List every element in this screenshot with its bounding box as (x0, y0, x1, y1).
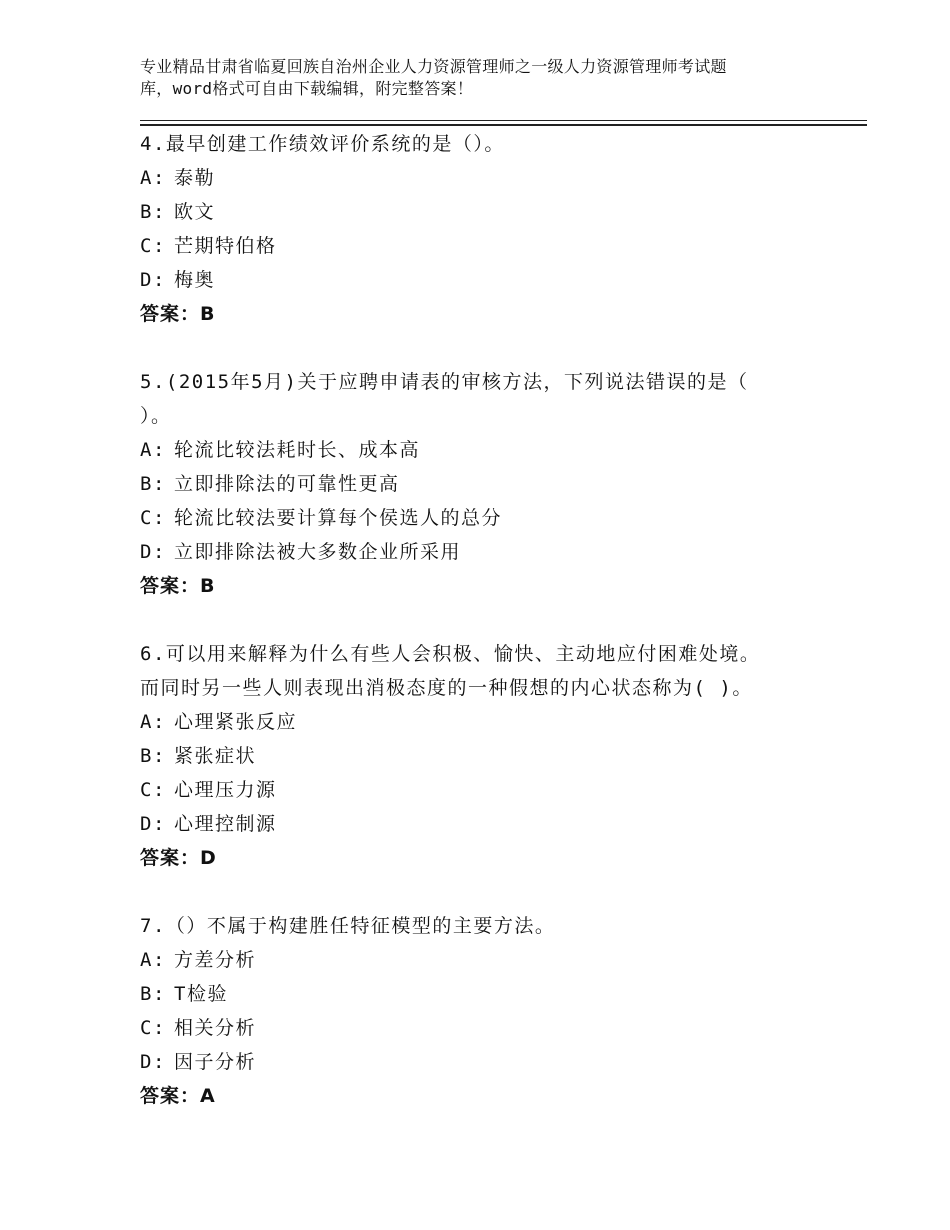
option-key: A: (140, 167, 166, 189)
option-a (140, 943, 860, 977)
question-item (140, 365, 860, 603)
header-title-line-1: 专业精品甘肃省临夏回族自治州企业人力资源管理师之一级人力资源管理师考试题 (140, 57, 727, 76)
question-item (140, 909, 860, 1113)
answer-label: 答案：B (140, 303, 216, 325)
question-item (140, 127, 860, 331)
option-b (140, 739, 860, 773)
answer-label: 答案：A (140, 1085, 216, 1107)
option-text: 轮流比较法耗时长、成本高 (174, 439, 421, 461)
option-text: 立即排除法的可靠性更高 (174, 473, 400, 495)
option-key: C: (140, 779, 166, 801)
option-b (140, 467, 860, 501)
option-text: 芒期特伯格 (174, 235, 277, 257)
answer-label: 答案：B (140, 575, 216, 597)
question-stem: 6.可以用来解释为什么有些人会积极、愉快、主动地应付困难处境。 (140, 643, 761, 665)
option-key: D: (140, 1051, 166, 1073)
header-divider-thin (140, 120, 867, 121)
option-text: 紧张症状 (174, 745, 257, 767)
option-text: 心理控制源 (174, 813, 277, 835)
question-stem-continued: 而同时另一些人则表现出消极态度的一种假想的内心状态称为( )。 (140, 677, 753, 699)
option-text: 相关分析 (174, 1017, 257, 1039)
option-key: D: (140, 813, 166, 835)
option-text: T检验 (174, 983, 228, 1005)
option-key: D: (140, 541, 166, 563)
option-d (140, 807, 860, 841)
question-item (140, 637, 860, 875)
option-key: A: (140, 711, 166, 733)
option-text: 欧文 (174, 201, 216, 223)
question-stem: 7.（）不属于构建胜任特征模型的主要方法。 (140, 915, 556, 937)
option-b (140, 977, 860, 1011)
option-d (140, 1045, 860, 1079)
header-divider-thick (140, 124, 867, 126)
option-key: C: (140, 235, 166, 257)
option-d (140, 535, 860, 569)
option-b (140, 195, 860, 229)
option-c (140, 1011, 860, 1045)
option-a (140, 161, 860, 195)
option-key: C: (140, 1017, 166, 1039)
document-header (140, 56, 840, 100)
option-key: A: (140, 439, 166, 461)
option-text: 心理紧张反应 (174, 711, 298, 733)
option-key: D: (140, 269, 166, 291)
option-c (140, 229, 860, 263)
question-stem: 5.(2015年5月)关于应聘申请表的审核方法，下列说法错误的是（ (140, 371, 749, 393)
option-key: B: (140, 745, 166, 767)
header-title-line-2: 库，word格式可自由下载编辑，附完整答案！ (140, 79, 474, 98)
option-key: C: (140, 507, 166, 529)
option-key: B: (140, 983, 166, 1005)
answer-label: 答案：D (140, 847, 217, 869)
option-text: 轮流比较法要计算每个侯选人的总分 (174, 507, 503, 529)
question-stem-continued: ）。 (140, 405, 172, 427)
option-text: 泰勒 (174, 167, 216, 189)
option-d (140, 263, 860, 297)
option-a (140, 705, 860, 739)
option-text: 心理压力源 (174, 779, 277, 801)
question-list (140, 127, 860, 1147)
option-a (140, 433, 860, 467)
option-text: 因子分析 (174, 1051, 257, 1073)
option-key: B: (140, 201, 166, 223)
question-stem: 4.最早创建工作绩效评价系统的是（）。 (140, 133, 505, 155)
option-c (140, 773, 860, 807)
option-text: 立即排除法被大多数企业所采用 (174, 541, 462, 563)
option-c (140, 501, 860, 535)
option-text: 方差分析 (174, 949, 257, 971)
option-key: B: (140, 473, 166, 495)
option-text: 梅奥 (174, 269, 216, 291)
option-key: A: (140, 949, 166, 971)
